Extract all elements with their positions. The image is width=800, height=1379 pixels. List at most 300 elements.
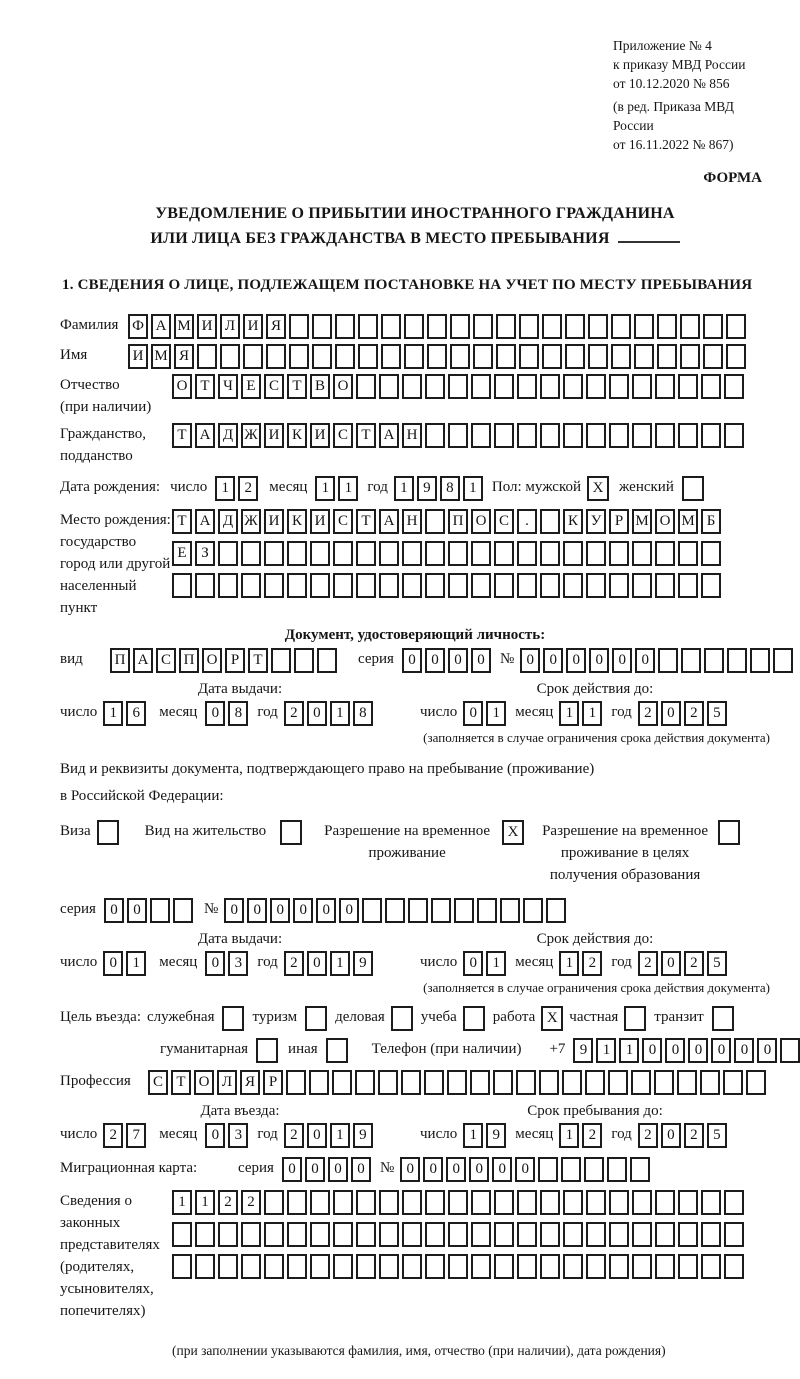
char-box[interactable]: С bbox=[264, 374, 284, 399]
char-box[interactable] bbox=[310, 541, 330, 566]
char-box[interactable] bbox=[700, 1070, 720, 1095]
char-box[interactable]: В bbox=[310, 374, 330, 399]
char-box[interactable] bbox=[632, 374, 652, 399]
char-box[interactable] bbox=[172, 573, 192, 598]
char-box[interactable] bbox=[454, 898, 474, 923]
char-box[interactable] bbox=[241, 1222, 261, 1247]
char-box[interactable] bbox=[402, 1190, 422, 1215]
char-box[interactable] bbox=[448, 541, 468, 566]
purpose-business-checkbox[interactable] bbox=[391, 1006, 413, 1031]
char-box[interactable] bbox=[241, 573, 261, 598]
char-box[interactable]: С bbox=[156, 648, 176, 673]
purpose-private-checkbox[interactable] bbox=[624, 1006, 646, 1031]
char-box[interactable]: 2 bbox=[684, 1123, 704, 1148]
char-box[interactable]: 0 bbox=[665, 1038, 685, 1063]
char-box[interactable]: 3 bbox=[228, 1123, 248, 1148]
char-box[interactable] bbox=[287, 573, 307, 598]
char-box[interactable] bbox=[408, 898, 428, 923]
char-box[interactable]: 0 bbox=[448, 648, 468, 673]
char-box[interactable]: 3 bbox=[228, 951, 248, 976]
char-box[interactable] bbox=[425, 541, 445, 566]
char-box[interactable] bbox=[494, 1222, 514, 1247]
char-box[interactable]: 0 bbox=[543, 648, 563, 673]
char-box[interactable] bbox=[540, 541, 560, 566]
char-box[interactable]: Р bbox=[225, 648, 245, 673]
char-box[interactable] bbox=[655, 1254, 675, 1279]
char-box[interactable]: Я bbox=[240, 1070, 260, 1095]
char-box[interactable] bbox=[356, 1222, 376, 1247]
char-box[interactable] bbox=[588, 314, 608, 339]
char-box[interactable] bbox=[677, 1070, 697, 1095]
char-box[interactable] bbox=[584, 1157, 604, 1182]
purpose-work-checkbox[interactable]: X bbox=[541, 1006, 563, 1031]
char-box[interactable] bbox=[470, 1070, 490, 1095]
char-box[interactable] bbox=[727, 648, 747, 673]
char-box[interactable]: А bbox=[133, 648, 153, 673]
char-box[interactable]: С bbox=[494, 509, 514, 534]
char-box[interactable] bbox=[586, 1190, 606, 1215]
char-box[interactable]: 1 bbox=[463, 476, 483, 501]
char-box[interactable]: 1 bbox=[195, 1190, 215, 1215]
char-box[interactable]: 9 bbox=[486, 1123, 506, 1148]
char-box[interactable]: 0 bbox=[642, 1038, 662, 1063]
char-box[interactable]: 5 bbox=[707, 951, 727, 976]
char-box[interactable] bbox=[703, 344, 723, 369]
char-box[interactable] bbox=[473, 344, 493, 369]
char-box[interactable] bbox=[448, 1222, 468, 1247]
char-box[interactable] bbox=[310, 1254, 330, 1279]
char-box[interactable]: 0 bbox=[293, 898, 313, 923]
char-box[interactable]: 0 bbox=[402, 648, 422, 673]
char-box[interactable] bbox=[563, 1222, 583, 1247]
char-box[interactable] bbox=[333, 541, 353, 566]
char-box[interactable] bbox=[241, 1254, 261, 1279]
char-box[interactable] bbox=[494, 1190, 514, 1215]
char-box[interactable] bbox=[609, 1254, 629, 1279]
char-box[interactable]: 0 bbox=[351, 1157, 371, 1182]
char-box[interactable] bbox=[655, 573, 675, 598]
char-box[interactable] bbox=[425, 1254, 445, 1279]
char-box[interactable]: 6 bbox=[126, 701, 146, 726]
char-box[interactable]: Н bbox=[402, 423, 422, 448]
char-box[interactable] bbox=[471, 374, 491, 399]
char-box[interactable] bbox=[447, 1070, 467, 1095]
char-box[interactable] bbox=[655, 374, 675, 399]
char-box[interactable] bbox=[312, 314, 332, 339]
char-box[interactable]: 0 bbox=[247, 898, 267, 923]
char-box[interactable] bbox=[723, 1070, 743, 1095]
char-box[interactable] bbox=[218, 573, 238, 598]
char-box[interactable] bbox=[404, 344, 424, 369]
char-box[interactable] bbox=[563, 423, 583, 448]
char-box[interactable]: К bbox=[287, 423, 307, 448]
char-box[interactable]: 0 bbox=[635, 648, 655, 673]
char-box[interactable] bbox=[317, 648, 337, 673]
char-box[interactable] bbox=[425, 423, 445, 448]
char-box[interactable] bbox=[540, 573, 560, 598]
char-box[interactable]: 0 bbox=[316, 898, 336, 923]
char-box[interactable] bbox=[494, 1254, 514, 1279]
char-box[interactable] bbox=[287, 541, 307, 566]
char-box[interactable]: У bbox=[586, 509, 606, 534]
char-box[interactable] bbox=[657, 314, 677, 339]
char-box[interactable] bbox=[724, 1254, 744, 1279]
char-box[interactable] bbox=[588, 344, 608, 369]
char-box[interactable]: 0 bbox=[711, 1038, 731, 1063]
char-box[interactable] bbox=[586, 423, 606, 448]
char-box[interactable]: 2 bbox=[638, 701, 658, 726]
char-box[interactable] bbox=[471, 1254, 491, 1279]
char-box[interactable]: 0 bbox=[589, 648, 609, 673]
char-box[interactable] bbox=[630, 1157, 650, 1182]
char-box[interactable]: О bbox=[194, 1070, 214, 1095]
purpose-official-checkbox[interactable] bbox=[222, 1006, 244, 1031]
char-box[interactable] bbox=[519, 344, 539, 369]
char-box[interactable]: 8 bbox=[353, 701, 373, 726]
char-box[interactable] bbox=[358, 344, 378, 369]
char-box[interactable] bbox=[631, 1070, 651, 1095]
char-box[interactable]: 1 bbox=[103, 701, 123, 726]
char-box[interactable] bbox=[516, 1070, 536, 1095]
char-box[interactable] bbox=[517, 423, 537, 448]
char-box[interactable] bbox=[402, 1254, 422, 1279]
char-box[interactable]: 2 bbox=[284, 1123, 304, 1148]
char-box[interactable]: 0 bbox=[127, 898, 147, 923]
char-box[interactable]: . bbox=[517, 509, 537, 534]
char-box[interactable]: 2 bbox=[638, 1123, 658, 1148]
char-box[interactable]: 1 bbox=[338, 476, 358, 501]
char-box[interactable] bbox=[773, 648, 793, 673]
char-box[interactable] bbox=[264, 1190, 284, 1215]
char-box[interactable] bbox=[425, 374, 445, 399]
char-box[interactable]: 0 bbox=[305, 1157, 325, 1182]
char-box[interactable]: 9 bbox=[417, 476, 437, 501]
char-box[interactable] bbox=[655, 1222, 675, 1247]
char-box[interactable]: 0 bbox=[520, 648, 540, 673]
char-box[interactable] bbox=[358, 314, 378, 339]
char-box[interactable] bbox=[563, 1254, 583, 1279]
char-box[interactable]: 1 bbox=[172, 1190, 192, 1215]
char-box[interactable]: А bbox=[195, 509, 215, 534]
char-box[interactable] bbox=[607, 1157, 627, 1182]
char-box[interactable] bbox=[286, 1070, 306, 1095]
char-box[interactable]: 5 bbox=[707, 701, 727, 726]
char-box[interactable] bbox=[517, 541, 537, 566]
char-box[interactable]: П bbox=[110, 648, 130, 673]
char-box[interactable]: П bbox=[448, 509, 468, 534]
char-box[interactable] bbox=[703, 314, 723, 339]
char-box[interactable]: Б bbox=[701, 509, 721, 534]
char-box[interactable] bbox=[681, 648, 701, 673]
char-box[interactable] bbox=[726, 344, 746, 369]
char-box[interactable]: 1 bbox=[330, 1123, 350, 1148]
char-box[interactable]: 0 bbox=[270, 898, 290, 923]
char-box[interactable] bbox=[448, 423, 468, 448]
char-box[interactable] bbox=[678, 573, 698, 598]
char-box[interactable] bbox=[680, 314, 700, 339]
char-box[interactable] bbox=[563, 541, 583, 566]
char-box[interactable]: Ж bbox=[241, 423, 261, 448]
char-box[interactable] bbox=[425, 573, 445, 598]
char-box[interactable]: Ж bbox=[241, 509, 261, 534]
char-box[interactable]: 1 bbox=[315, 476, 335, 501]
char-box[interactable]: 0 bbox=[423, 1157, 443, 1182]
char-box[interactable] bbox=[271, 648, 291, 673]
char-box[interactable]: 0 bbox=[515, 1157, 535, 1182]
char-box[interactable] bbox=[678, 1254, 698, 1279]
char-box[interactable]: И bbox=[310, 509, 330, 534]
char-box[interactable]: Н bbox=[402, 509, 422, 534]
char-box[interactable] bbox=[634, 314, 654, 339]
char-box[interactable]: 1 bbox=[486, 701, 506, 726]
char-box[interactable]: 1 bbox=[582, 701, 602, 726]
char-box[interactable] bbox=[565, 314, 585, 339]
char-box[interactable] bbox=[586, 374, 606, 399]
char-box[interactable] bbox=[494, 374, 514, 399]
char-box[interactable] bbox=[586, 1222, 606, 1247]
char-box[interactable] bbox=[402, 374, 422, 399]
char-box[interactable]: Т bbox=[195, 374, 215, 399]
char-box[interactable] bbox=[561, 1157, 581, 1182]
char-box[interactable] bbox=[356, 1254, 376, 1279]
char-box[interactable] bbox=[540, 1254, 560, 1279]
char-box[interactable] bbox=[195, 1254, 215, 1279]
char-box[interactable]: Р bbox=[609, 509, 629, 534]
char-box[interactable]: 2 bbox=[241, 1190, 261, 1215]
char-box[interactable] bbox=[310, 1222, 330, 1247]
char-box[interactable] bbox=[402, 573, 422, 598]
char-box[interactable] bbox=[287, 1190, 307, 1215]
char-box[interactable]: 0 bbox=[661, 951, 681, 976]
char-box[interactable]: 1 bbox=[559, 701, 579, 726]
char-box[interactable] bbox=[519, 314, 539, 339]
char-box[interactable]: Я bbox=[174, 344, 194, 369]
purpose-other-checkbox[interactable] bbox=[326, 1038, 348, 1063]
char-box[interactable] bbox=[632, 541, 652, 566]
char-box[interactable]: 0 bbox=[103, 951, 123, 976]
char-box[interactable] bbox=[425, 1222, 445, 1247]
char-box[interactable] bbox=[540, 1190, 560, 1215]
char-box[interactable]: Я bbox=[266, 314, 286, 339]
char-box[interactable] bbox=[289, 344, 309, 369]
char-box[interactable]: И bbox=[128, 344, 148, 369]
char-box[interactable]: 1 bbox=[559, 951, 579, 976]
char-box[interactable]: 8 bbox=[440, 476, 460, 501]
char-box[interactable] bbox=[494, 423, 514, 448]
char-box[interactable]: 1 bbox=[330, 951, 350, 976]
char-box[interactable] bbox=[220, 344, 240, 369]
visa-checkbox[interactable] bbox=[97, 820, 119, 845]
char-box[interactable] bbox=[542, 314, 562, 339]
char-box[interactable]: И bbox=[197, 314, 217, 339]
char-box[interactable] bbox=[425, 509, 445, 534]
char-box[interactable] bbox=[609, 1190, 629, 1215]
char-box[interactable] bbox=[264, 541, 284, 566]
char-box[interactable] bbox=[402, 541, 422, 566]
char-box[interactable] bbox=[333, 1254, 353, 1279]
char-box[interactable]: М bbox=[174, 314, 194, 339]
char-box[interactable] bbox=[517, 374, 537, 399]
char-box[interactable]: 0 bbox=[661, 1123, 681, 1148]
char-box[interactable]: Т bbox=[287, 374, 307, 399]
char-box[interactable] bbox=[546, 898, 566, 923]
char-box[interactable]: 1 bbox=[394, 476, 414, 501]
char-box[interactable]: С bbox=[148, 1070, 168, 1095]
char-box[interactable]: 0 bbox=[688, 1038, 708, 1063]
char-box[interactable]: И bbox=[264, 509, 284, 534]
char-box[interactable]: 1 bbox=[486, 951, 506, 976]
char-box[interactable]: 2 bbox=[638, 951, 658, 976]
char-box[interactable] bbox=[197, 344, 217, 369]
char-box[interactable] bbox=[448, 573, 468, 598]
char-box[interactable]: А bbox=[151, 314, 171, 339]
char-box[interactable]: 1 bbox=[596, 1038, 616, 1063]
char-box[interactable]: 2 bbox=[103, 1123, 123, 1148]
char-box[interactable]: 9 bbox=[353, 1123, 373, 1148]
char-box[interactable] bbox=[333, 1190, 353, 1215]
char-box[interactable] bbox=[609, 374, 629, 399]
char-box[interactable] bbox=[539, 1070, 559, 1095]
char-box[interactable]: М bbox=[632, 509, 652, 534]
sex-female-checkbox[interactable] bbox=[682, 476, 704, 501]
char-box[interactable] bbox=[381, 344, 401, 369]
char-box[interactable] bbox=[448, 1190, 468, 1215]
char-box[interactable] bbox=[632, 1222, 652, 1247]
char-box[interactable] bbox=[655, 1190, 675, 1215]
char-box[interactable] bbox=[335, 314, 355, 339]
char-box[interactable]: Т bbox=[356, 423, 376, 448]
purpose-study-checkbox[interactable] bbox=[463, 1006, 485, 1031]
char-box[interactable] bbox=[493, 1070, 513, 1095]
char-box[interactable]: К bbox=[563, 509, 583, 534]
char-box[interactable] bbox=[678, 374, 698, 399]
char-box[interactable]: С bbox=[333, 423, 353, 448]
char-box[interactable]: Т bbox=[172, 423, 192, 448]
char-box[interactable] bbox=[356, 374, 376, 399]
char-box[interactable]: 0 bbox=[307, 1123, 327, 1148]
char-box[interactable] bbox=[448, 374, 468, 399]
char-box[interactable] bbox=[704, 648, 724, 673]
char-box[interactable] bbox=[404, 314, 424, 339]
char-box[interactable]: Л bbox=[220, 314, 240, 339]
char-box[interactable] bbox=[309, 1070, 329, 1095]
char-box[interactable] bbox=[724, 1222, 744, 1247]
char-box[interactable] bbox=[356, 573, 376, 598]
char-box[interactable]: П bbox=[179, 648, 199, 673]
char-box[interactable] bbox=[150, 898, 170, 923]
char-box[interactable]: Т bbox=[171, 1070, 191, 1095]
char-box[interactable] bbox=[632, 1254, 652, 1279]
char-box[interactable] bbox=[431, 898, 451, 923]
char-box[interactable] bbox=[680, 344, 700, 369]
char-box[interactable]: 0 bbox=[282, 1157, 302, 1182]
char-box[interactable] bbox=[678, 1222, 698, 1247]
char-box[interactable]: 1 bbox=[619, 1038, 639, 1063]
char-box[interactable]: 0 bbox=[339, 898, 359, 923]
char-box[interactable]: Т bbox=[172, 509, 192, 534]
char-box[interactable] bbox=[379, 374, 399, 399]
char-box[interactable] bbox=[586, 541, 606, 566]
char-box[interactable]: 0 bbox=[328, 1157, 348, 1182]
char-box[interactable] bbox=[264, 1222, 284, 1247]
char-box[interactable] bbox=[287, 1254, 307, 1279]
char-box[interactable] bbox=[632, 1190, 652, 1215]
char-box[interactable] bbox=[608, 1070, 628, 1095]
char-box[interactable] bbox=[632, 423, 652, 448]
char-box[interactable] bbox=[294, 648, 314, 673]
char-box[interactable] bbox=[195, 1222, 215, 1247]
char-box[interactable] bbox=[448, 1254, 468, 1279]
char-box[interactable]: 0 bbox=[661, 701, 681, 726]
char-box[interactable]: 0 bbox=[757, 1038, 777, 1063]
char-box[interactable] bbox=[287, 1222, 307, 1247]
char-box[interactable]: Т bbox=[356, 509, 376, 534]
char-box[interactable] bbox=[379, 1222, 399, 1247]
char-box[interactable]: 2 bbox=[684, 701, 704, 726]
char-box[interactable] bbox=[471, 541, 491, 566]
char-box[interactable]: А bbox=[379, 423, 399, 448]
char-box[interactable] bbox=[701, 1254, 721, 1279]
char-box[interactable] bbox=[517, 573, 537, 598]
char-box[interactable] bbox=[701, 541, 721, 566]
char-box[interactable] bbox=[750, 648, 770, 673]
char-box[interactable] bbox=[540, 374, 560, 399]
char-box[interactable] bbox=[379, 573, 399, 598]
char-box[interactable]: 2 bbox=[284, 951, 304, 976]
char-box[interactable] bbox=[333, 1222, 353, 1247]
purpose-humanitarian-checkbox[interactable] bbox=[256, 1038, 278, 1063]
char-box[interactable]: 2 bbox=[218, 1190, 238, 1215]
char-box[interactable] bbox=[780, 1038, 800, 1063]
char-box[interactable] bbox=[726, 314, 746, 339]
char-box[interactable] bbox=[172, 1222, 192, 1247]
purpose-transit-checkbox[interactable] bbox=[712, 1006, 734, 1031]
char-box[interactable]: 1 bbox=[463, 1123, 483, 1148]
char-box[interactable] bbox=[586, 1254, 606, 1279]
char-box[interactable] bbox=[332, 1070, 352, 1095]
char-box[interactable] bbox=[378, 1070, 398, 1095]
char-box[interactable]: О bbox=[471, 509, 491, 534]
char-box[interactable] bbox=[523, 898, 543, 923]
char-box[interactable] bbox=[241, 541, 261, 566]
char-box[interactable] bbox=[563, 1190, 583, 1215]
char-box[interactable] bbox=[471, 1190, 491, 1215]
char-box[interactable]: Д bbox=[218, 423, 238, 448]
char-box[interactable]: Д bbox=[218, 509, 238, 534]
char-box[interactable]: 1 bbox=[330, 701, 350, 726]
char-box[interactable]: О bbox=[333, 374, 353, 399]
rvp-education-checkbox[interactable] bbox=[718, 820, 740, 845]
char-box[interactable] bbox=[173, 898, 193, 923]
char-box[interactable]: 0 bbox=[463, 951, 483, 976]
char-box[interactable] bbox=[356, 541, 376, 566]
char-box[interactable]: 2 bbox=[582, 951, 602, 976]
char-box[interactable] bbox=[362, 898, 382, 923]
char-box[interactable]: 0 bbox=[307, 951, 327, 976]
char-box[interactable] bbox=[264, 573, 284, 598]
char-box[interactable] bbox=[218, 1254, 238, 1279]
rvp-checkbox[interactable]: X bbox=[502, 820, 524, 845]
char-box[interactable]: А bbox=[379, 509, 399, 534]
char-box[interactable] bbox=[563, 374, 583, 399]
char-box[interactable] bbox=[427, 314, 447, 339]
char-box[interactable]: 9 bbox=[573, 1038, 593, 1063]
char-box[interactable] bbox=[701, 1190, 721, 1215]
char-box[interactable]: 0 bbox=[400, 1157, 420, 1182]
char-box[interactable]: З bbox=[195, 541, 215, 566]
char-box[interactable] bbox=[724, 1190, 744, 1215]
char-box[interactable] bbox=[655, 423, 675, 448]
